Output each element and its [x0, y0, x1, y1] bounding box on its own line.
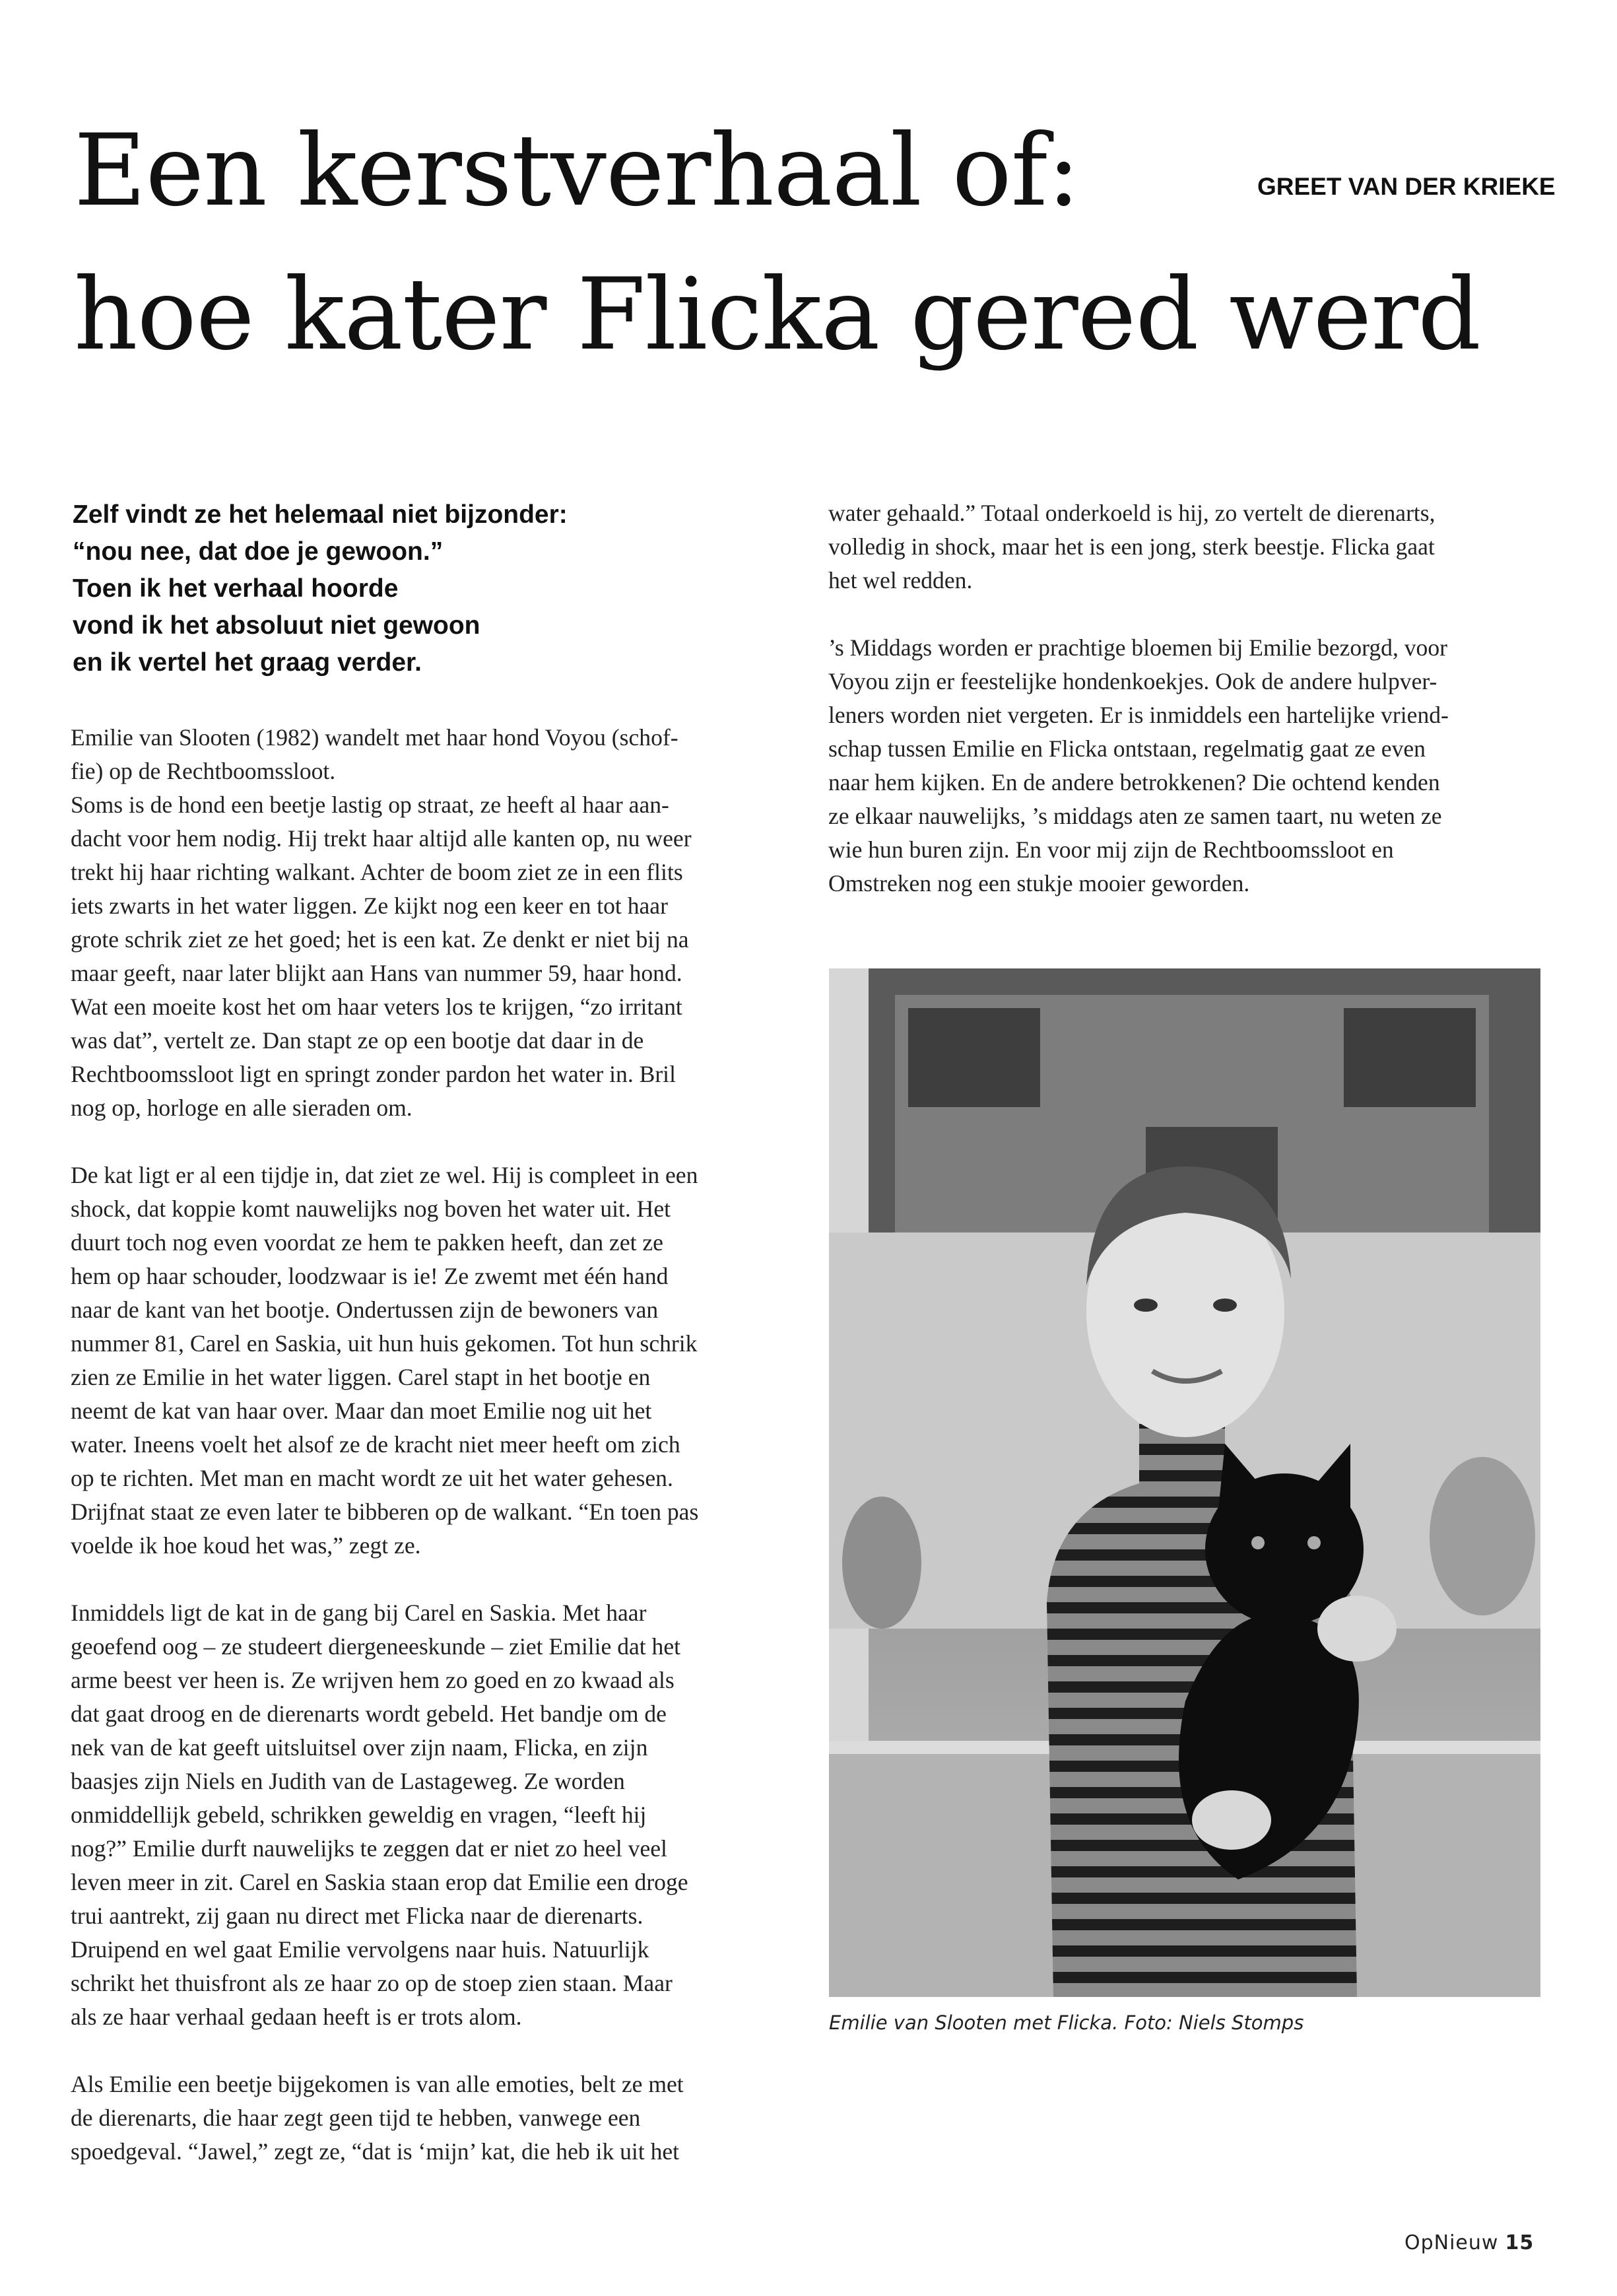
text-line: onmiddellijk gebeld, schrikken geweldig en vragen, “leeft hij — [71, 1802, 647, 1828]
text-line: nog op, horloge en alle sieraden om. — [71, 1095, 412, 1121]
intro-line: Zelf vindt ze het helemaal niet bijzonder: — [73, 500, 568, 529]
intro-line: vond ik het absoluut niet gewoon — [73, 611, 480, 640]
left-column — [71, 721, 830, 2202]
text-line: ze elkaar nauwelijks, ’s middags aten ze samen taart, nu weten ze — [828, 803, 1442, 829]
text-line: grote schrik ziet ze het goed; het is een kat. Ze denkt er niet bij na — [71, 926, 689, 953]
author-byline: GREET VAN DER KRIEKE — [1257, 173, 1556, 200]
article-photo — [829, 968, 1540, 1997]
text-line: wie hun buren zijn. En voor mij zijn de Rechtboomssloot en — [828, 836, 1394, 863]
text-line: Drijfnat staat ze even later te bibberen op de walkant. “En toen pas — [71, 1499, 699, 1525]
text-line: shock, dat koppie komt nauwelijks nog boven het water uit. Het — [71, 1196, 671, 1222]
paragraph — [71, 2068, 830, 2169]
title-line-2: hoe kater Flicka gered werd — [74, 257, 1481, 372]
text-line: voelde ik hoe koud het was,” zegt ze. — [71, 1532, 421, 1559]
text-line: Soms is de hond een beetje lastig op straat, ze heeft al haar aan- — [71, 792, 669, 818]
intro-line: Toen ik het verhaal hoorde — [73, 574, 399, 603]
text-line: Als Emilie een beetje bijgekomen is van alle emoties, belt ze met — [71, 2071, 684, 2097]
paragraph — [71, 1596, 830, 2034]
text-line: arme beest ver heen is. Ze wrijven hem zo goed en zo kwaad als — [71, 1667, 675, 1693]
text-line: fie) op de Rechtboomssloot. — [71, 758, 336, 784]
text-line: Omstreken nog een stukje mooier geworden. — [828, 870, 1250, 896]
text-line: Voyou zijn er feestelijke hondenkoekjes. Ook de andere hulpver- — [828, 668, 1437, 694]
photo-illustration — [829, 968, 1540, 1997]
text-line: trui aantrekt, zij gaan nu direct met Flicka naar de dierenarts. — [71, 1903, 644, 1929]
text-line: volledig in shock, maar het is een jong, sterk beestje. Flicka gaat — [828, 533, 1435, 560]
text-line: als ze haar verhaal gedaan heeft is er trots alom. — [71, 2004, 522, 2030]
intro-line: “nou nee, dat doe je gewoon.” — [73, 537, 444, 566]
text-line: leners worden niet vergeten. Er is inmiddels een hartelijke vriend- — [828, 702, 1449, 728]
text-line: Emilie van Slooten (1982) wandelt met haar hond Voyou (schof- — [71, 724, 678, 751]
text-line: duurt toch nog even voordat ze hem te pakken heeft, dan zet ze — [71, 1229, 663, 1256]
text-line: Druipend en wel gaat Emilie vervolgens naar huis. Natuurlijk — [71, 1936, 649, 1963]
page-footer — [1404, 2231, 1534, 2254]
paragraph — [71, 1159, 830, 1563]
text-line: dat gaat droog en de dierenarts wordt gebeld. Het bandje om de — [71, 1701, 667, 1727]
text-line: neemt de kat van haar over. Maar dan moet Emilie nog uit het — [71, 1398, 652, 1424]
text-line: naar de kant van het bootje. Ondertussen zijn de bewoners van — [71, 1297, 659, 1323]
text-line: geoefend oog – ze studeert diergeneeskunde – ziet Emilie dat het — [71, 1633, 681, 1660]
text-line: leven meer in zit. Carel en Saskia staan erop dat Emilie een droge — [71, 1869, 688, 1895]
text-line: op te richten. Met man en macht wordt ze uit het water gehesen. — [71, 1465, 673, 1491]
text-line: het wel redden. — [828, 567, 973, 593]
text-line: Rechtboomssloot ligt en springt zonder pardon het water in. Bril — [71, 1061, 676, 1087]
title-line-1: Een kerstverhaal of: — [74, 114, 1080, 228]
paragraph — [71, 721, 830, 1125]
paragraph — [828, 496, 1554, 597]
text-line: naar hem kijken. En de andere betrokkenen? Die ochtend kenden — [828, 769, 1440, 795]
text-line: was dat”, vertelt ze. Dan stapt ze op een bootje dat daar in de — [71, 1027, 644, 1054]
text-line: iets zwarts in het water liggen. Ze kijkt nog een keer en tot haar — [71, 893, 668, 919]
paragraph — [828, 631, 1554, 900]
text-line: water. Ineens voelt het alsof ze de kracht niet meer heeft om zich — [71, 1431, 680, 1458]
text-line: schap tussen Emilie en Flicka ontstaan, regelmatig gaat ze even — [828, 735, 1426, 762]
page-number: 15 — [1505, 2231, 1534, 2254]
right-column — [828, 496, 1554, 934]
text-line: trekt hij haar richting walkant. Achter de boom ziet ze in een flits — [71, 859, 683, 885]
intro-lead — [73, 496, 766, 681]
text-line: dacht voor hem nodig. Hij trekt haar altijd alle kanten op, nu weer — [71, 825, 692, 852]
text-line: hem op haar schouder, loodzwaar is ie! Ze zwemt met één hand — [71, 1263, 669, 1289]
text-line: de dierenarts, die haar zegt geen tijd te hebben, vanwege een — [71, 2105, 641, 2131]
text-line: zien ze Emilie in het water liggen. Carel stapt in het bootje en — [71, 1364, 651, 1390]
text-line: nog?” Emilie durft nauwelijks te zeggen dat er niet zo heel veel — [71, 1835, 667, 1862]
text-line: schrikt het thuisfront als ze haar zo op de stoep zien staan. Maar — [71, 1970, 673, 1996]
text-line: Wat een moeite kost het om haar veters los te krijgen, “zo irritant — [71, 994, 682, 1020]
text-line: water gehaald.” Totaal onderkoeld is hij, zo vertelt de dierenarts, — [828, 500, 1436, 526]
photo-caption: Emilie van Slooten met Flicka. Foto: Niels Stomps — [829, 2011, 1304, 2034]
intro-line: en ik vertel het graag verder. — [73, 648, 422, 677]
text-line: nummer 81, Carel en Saskia, uit hun huis gekomen. Tot hun schrik — [71, 1330, 698, 1357]
text-line: maar geeft, naar later blijkt aan Hans van nummer 59, haar hond. — [71, 960, 682, 986]
text-line: ’s Middags worden er prachtige bloemen bij Emilie bezorgd, voor — [828, 634, 1447, 661]
text-line: spoedgeval. “Jawel,” zegt ze, “dat is ‘mijn’ kat, die heb ik uit het — [71, 2138, 680, 2165]
text-line: baasjes zijn Niels en Judith van de Lastageweg. Ze worden — [71, 1768, 625, 1794]
text-line: nek van de kat geeft uitsluitsel over zijn naam, Flicka, en zijn — [71, 1734, 648, 1761]
magazine-name: OpNieuw — [1404, 2231, 1499, 2254]
text-line: Inmiddels ligt de kat in de gang bij Carel en Saskia. Met haar — [71, 1600, 647, 1626]
text-line: De kat ligt er al een tijdje in, dat ziet ze wel. Hij is compleet in een — [71, 1162, 698, 1188]
